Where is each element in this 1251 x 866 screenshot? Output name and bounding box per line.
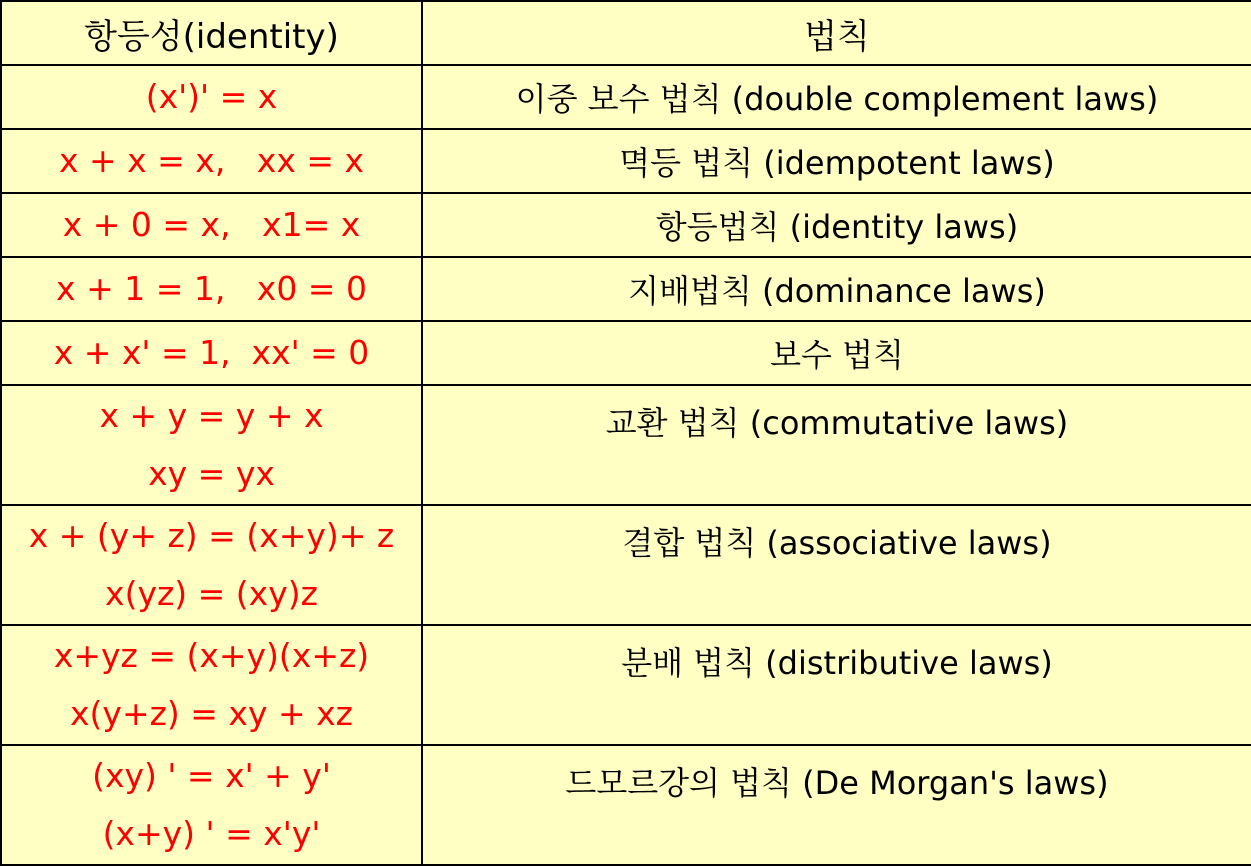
law-name: 보수 법칙 — [422, 321, 1251, 385]
identity-expression: x + y = y + x — [99, 396, 324, 435]
identity-cell — [1, 385, 422, 505]
identity-cell — [1, 321, 422, 385]
law-name: 지배법칙 (dominance laws) — [422, 257, 1251, 321]
table-row — [1, 625, 1251, 745]
identity-expression: x + 0 = x, x1= x — [62, 205, 361, 244]
law-name: 멱등 법칙 (idempotent laws) — [422, 129, 1251, 193]
identity-expression: xy = yx — [148, 454, 275, 493]
identity-cell — [1, 193, 422, 257]
identity-expression: x(yz) = (xy)z — [105, 574, 318, 613]
header-identity: 항등성(identity) — [1, 1, 422, 65]
law-name: 드모르강의 법칙 (De Morgan's laws) — [422, 745, 1251, 865]
table-row — [1, 65, 1251, 129]
identity-expression: x+yz = (x+y)(x+z) — [53, 636, 370, 675]
identity-cell — [1, 745, 422, 865]
identity-expression: x + (y+ z) = (x+y)+ z — [28, 516, 395, 555]
table-row — [1, 321, 1251, 385]
identity-expression: (x+y) ' = x'y' — [102, 814, 321, 853]
identity-cell — [1, 625, 422, 745]
identity-cell — [1, 129, 422, 193]
identity-cell — [1, 257, 422, 321]
law-name: 교환 법칙 (commutative laws) — [422, 385, 1251, 505]
law-name: 이중 보수 법칙 (double complement laws) — [422, 65, 1251, 129]
law-name: 결합 법칙 (associative laws) — [422, 505, 1251, 625]
header-row — [1, 1, 1251, 65]
table-row — [1, 129, 1251, 193]
identity-expression: (xy) ' = x' + y' — [92, 756, 331, 795]
identity-expression: x + x' = 1, xx' = 0 — [53, 333, 370, 372]
law-name: 항등법칙 (identity laws) — [422, 193, 1251, 257]
table-row — [1, 193, 1251, 257]
header-law: 법칙 — [422, 1, 1251, 65]
identity-cell — [1, 65, 422, 129]
table-row — [1, 385, 1251, 505]
identity-cell — [1, 505, 422, 625]
table-row — [1, 505, 1251, 625]
identity-expression: x + x = x, xx = x — [58, 141, 365, 180]
table-row — [1, 257, 1251, 321]
table-row — [1, 745, 1251, 865]
identity-expression: x + 1 = 1, x0 = 0 — [56, 269, 367, 308]
identity-expression: x(y+z) = xy + xz — [70, 694, 353, 733]
law-name: 분배 법칙 (distributive laws) — [422, 625, 1251, 745]
identity-expression: (x')' = x — [145, 77, 278, 116]
